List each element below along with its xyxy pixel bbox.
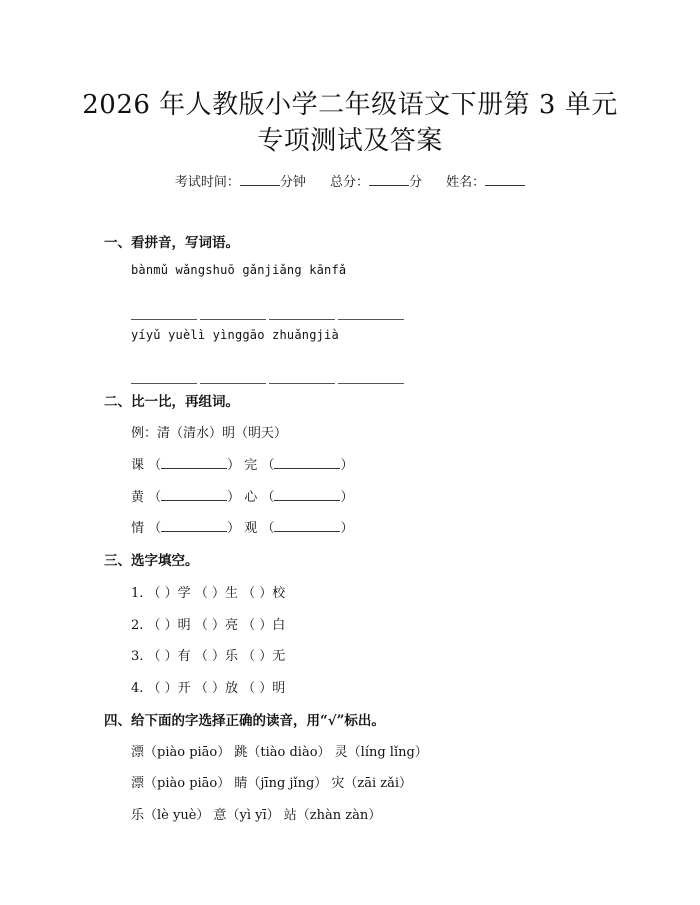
- exam-name: 姓名：: [446, 175, 525, 190]
- pronunciation-row-1: 漂（piào piāo） 跳（tiào diào） 灵（líng lǐng）: [131, 745, 428, 760]
- fill-row-4: 4. （ ）开 （ ）放 （ ）明: [131, 681, 286, 696]
- name-blank: [485, 173, 525, 186]
- answer-lines-row-1: [131, 305, 407, 307]
- score-blank: [369, 173, 409, 186]
- fill-row-2: 2. （ ）明 （ ）亮 （ ）白: [131, 618, 286, 633]
- compare-row-1: 课 （ ） 完 （ ）: [131, 458, 354, 473]
- compare-row-3: 情 （ ） 观 （ ）: [131, 521, 354, 536]
- section-1-heading: 一、看拼音，写词语。: [104, 235, 239, 251]
- example-line: 例：清（清水）明（明天）: [131, 426, 288, 441]
- section-4-heading: 四、给下面的字选择正确的读音，用“√”标出。: [104, 713, 385, 729]
- pinyin-row-2: yíyǔ yuèlì yìnggāo zhuǎngjià: [131, 328, 339, 342]
- pronunciation-row-2: 漂（piào piāo） 睛（jīng jǐng） 灾（zāi zǎi）: [131, 776, 413, 791]
- exam-time: 考试时间： 分钟: [174, 175, 306, 190]
- time-blank: [240, 173, 280, 186]
- section-2-heading: 二、比一比，再组词。: [104, 394, 239, 410]
- title-line-1: 2026 年人教版小学二年级语文下册第 3 单元: [82, 90, 618, 120]
- compare-row-2: 黄 （ ） 心 （ ）: [131, 490, 354, 505]
- section-3-heading: 三、选字填空。: [104, 553, 199, 569]
- title-line-2: 专项测试及答案: [257, 126, 443, 156]
- exam-score: 总分： 分: [329, 175, 423, 190]
- answer-lines-row-2: [131, 369, 407, 371]
- pronunciation-row-3: 乐（lè yuè） 意（yì yī） 站（zhàn zàn）: [131, 808, 382, 823]
- exam-meta: [0, 171, 700, 190]
- fill-row-3: 3. （ ）有 （ ）乐 （ ）无: [131, 649, 286, 664]
- fill-row-1: 1. （ ）学 （ ）生 （ ）校: [131, 586, 286, 601]
- pinyin-row-1: bànmǔ wǎngshuō gǎnjiǎng kānfǎ: [131, 263, 347, 277]
